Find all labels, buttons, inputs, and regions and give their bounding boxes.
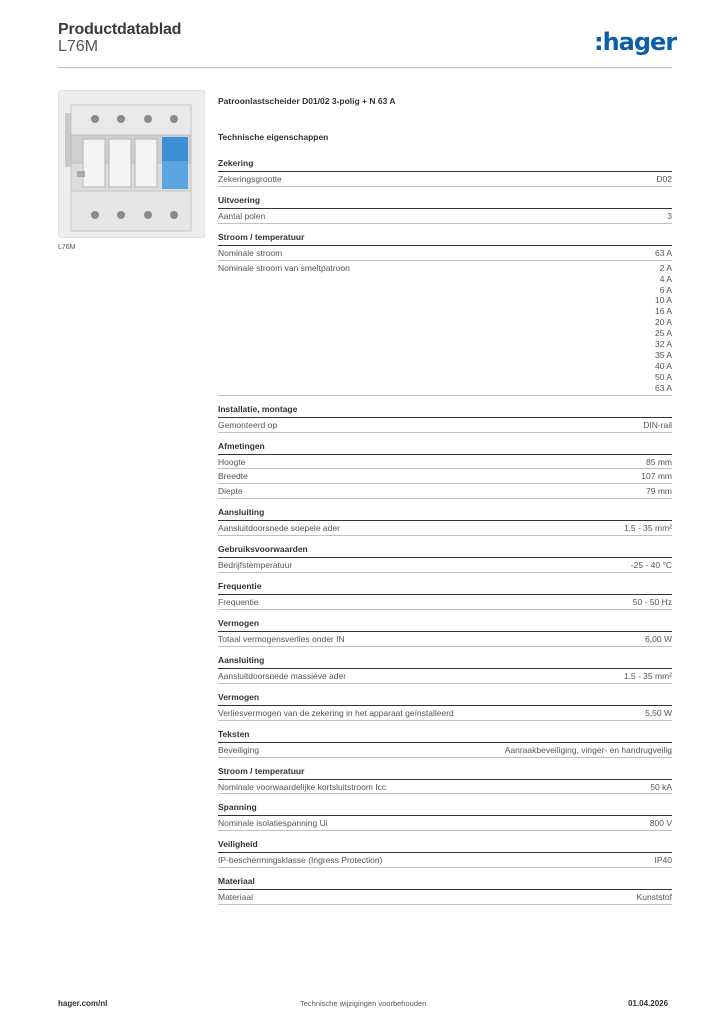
group-title: Vermogen bbox=[218, 618, 672, 632]
property-row bbox=[218, 469, 672, 484]
property-value-line: 4 A bbox=[659, 273, 672, 284]
property-label: Nominale voorwaardelijke kortsluitstroom Icc bbox=[218, 781, 387, 792]
property-row bbox=[218, 484, 672, 499]
property-group bbox=[218, 692, 672, 721]
property-value-line: 6,00 W bbox=[645, 633, 672, 644]
page-title: Productdatablad bbox=[58, 21, 182, 38]
property-value-line: DIN-rail bbox=[643, 419, 672, 430]
property-value-line: Aanraakbeveiliging, vinger- en handrugveilig bbox=[504, 744, 672, 755]
group-title: Gebruiksvoorwaarden bbox=[218, 544, 672, 558]
property-value bbox=[655, 855, 673, 866]
property-label: Aansluitdoorsnede soepele ader bbox=[218, 523, 340, 534]
property-group bbox=[218, 729, 672, 758]
property-value bbox=[643, 420, 672, 431]
product-image-caption: L76M bbox=[58, 244, 76, 251]
property-value bbox=[645, 634, 672, 645]
group-title: Uitvoering bbox=[218, 195, 672, 209]
property-group bbox=[218, 544, 672, 573]
property-group bbox=[218, 581, 672, 610]
group-title: Materiaal bbox=[218, 876, 672, 890]
property-label: Aantal polen bbox=[218, 210, 266, 221]
group-title: Stroom / temperatuur bbox=[218, 232, 672, 246]
property-row bbox=[218, 521, 672, 536]
property-value bbox=[631, 560, 672, 571]
group-title: Stroom / temperatuur bbox=[218, 766, 672, 780]
footer-date: 01.04.2026 bbox=[628, 999, 669, 1008]
group-title: Aansluiting bbox=[218, 655, 672, 669]
property-row bbox=[218, 780, 672, 795]
property-value-line: 25 A bbox=[654, 328, 672, 339]
property-label: Totaal vermogensverlies onder IN bbox=[218, 633, 345, 644]
product-name: Patroonlastscheider D01/02 3-polig + N 63 A bbox=[218, 96, 396, 106]
property-row bbox=[218, 743, 672, 758]
property-value-line: 63 A bbox=[654, 247, 672, 258]
property-row bbox=[218, 853, 672, 868]
property-value-line: 16 A bbox=[654, 306, 672, 317]
property-value bbox=[633, 597, 672, 608]
property-label: Bedrijfstemperatuur bbox=[218, 560, 293, 571]
property-value-line: IP40 bbox=[654, 855, 672, 866]
property-group bbox=[218, 766, 672, 795]
property-value-line: 107 mm bbox=[641, 471, 672, 482]
product-reference: L76M bbox=[58, 38, 99, 55]
header-divider bbox=[58, 67, 672, 68]
property-value bbox=[650, 782, 672, 793]
property-value-line: 50 A bbox=[654, 371, 672, 382]
property-label: Nominale stroom bbox=[218, 247, 283, 258]
property-value-line: 3 bbox=[667, 210, 672, 221]
group-title: Aansluiting bbox=[218, 507, 672, 521]
property-value bbox=[641, 471, 672, 482]
product-image bbox=[58, 90, 205, 238]
group-title: Installatie, montage bbox=[218, 404, 672, 418]
switch-disconnector-illustration bbox=[59, 91, 204, 237]
property-row bbox=[218, 669, 672, 684]
property-label: Zekeringsgrootte bbox=[218, 174, 282, 184]
property-value-line: 79 mm bbox=[646, 486, 672, 497]
property-value bbox=[624, 523, 672, 534]
property-value bbox=[624, 671, 672, 682]
property-value bbox=[637, 892, 672, 903]
group-title: Afmetingen bbox=[218, 441, 672, 455]
section-title: Technische eigenschappen bbox=[218, 132, 329, 142]
property-value-line: 5,50 W bbox=[645, 707, 672, 718]
property-group bbox=[218, 404, 672, 433]
technical-properties-panel bbox=[218, 96, 672, 913]
property-value-line: 35 A bbox=[654, 349, 672, 360]
property-value-line: 6 A bbox=[659, 284, 672, 295]
property-group bbox=[218, 158, 672, 187]
property-group bbox=[218, 232, 672, 396]
property-row bbox=[218, 816, 672, 831]
property-value bbox=[645, 708, 672, 719]
property-row bbox=[218, 558, 672, 573]
property-value bbox=[505, 745, 672, 756]
property-value bbox=[646, 486, 672, 497]
property-group bbox=[218, 876, 672, 905]
property-label: Breedte bbox=[218, 471, 248, 482]
property-value-line: 10 A bbox=[654, 295, 672, 306]
property-value-line: 2 A bbox=[659, 262, 672, 273]
property-row bbox=[218, 632, 672, 647]
property-row bbox=[218, 455, 672, 470]
property-row bbox=[218, 595, 672, 610]
property-value-line: 1.5 - 35 mm² bbox=[623, 523, 672, 534]
property-group bbox=[218, 655, 672, 684]
hager-logo: :hager bbox=[594, 28, 677, 56]
property-value bbox=[656, 174, 672, 185]
property-value-line: 85 mm bbox=[646, 456, 672, 467]
property-value-line: 800 V bbox=[649, 818, 672, 829]
property-value bbox=[646, 457, 672, 468]
property-label: Verliesvermogen van de zekering in het apparaat geïnstalleerd bbox=[218, 707, 454, 718]
property-label: Frequentie bbox=[218, 597, 259, 608]
property-row bbox=[218, 706, 672, 721]
property-value bbox=[655, 248, 672, 259]
property-value bbox=[667, 211, 672, 222]
property-value-line: 63 A bbox=[654, 382, 672, 393]
group-title: Teksten bbox=[218, 729, 672, 743]
property-group bbox=[218, 441, 672, 500]
group-title: Frequentie bbox=[218, 581, 672, 595]
property-value-line: 20 A bbox=[654, 317, 672, 328]
property-row bbox=[218, 261, 672, 396]
property-label: Materiaal bbox=[218, 892, 253, 903]
property-value-line: -25 - 40 °C bbox=[630, 560, 672, 571]
footer-website: hager.com/nl bbox=[58, 999, 108, 1008]
group-title: Zekering bbox=[218, 158, 672, 172]
property-group bbox=[218, 507, 672, 536]
property-value bbox=[650, 818, 672, 829]
property-value-line: 50 - 50 Hz bbox=[632, 597, 672, 608]
property-value-line: 40 A bbox=[654, 360, 672, 371]
property-group bbox=[218, 802, 672, 831]
property-value-line: Kunststof bbox=[636, 892, 672, 903]
group-title: Vermogen bbox=[218, 692, 672, 706]
property-row bbox=[218, 418, 672, 433]
group-title: Veiligheid bbox=[218, 839, 672, 853]
property-value-line: 50 kA bbox=[650, 781, 672, 792]
property-value-line: 32 A bbox=[654, 339, 672, 350]
property-groups bbox=[218, 158, 672, 905]
property-label: Aansluitdoorsnede massieve ader bbox=[218, 670, 347, 681]
property-label: Gemonteerd op bbox=[218, 419, 278, 430]
footer-notice: Technische wijzigingen voorbehouden bbox=[300, 999, 427, 1008]
property-group bbox=[218, 839, 672, 868]
property-label: Hoogte bbox=[218, 456, 246, 467]
property-label: IP-beschermingsklasse (Ingress Protection) bbox=[218, 855, 383, 866]
property-row bbox=[218, 172, 672, 187]
property-row bbox=[218, 209, 672, 224]
property-value bbox=[655, 263, 672, 394]
property-label: Diepte bbox=[218, 486, 243, 497]
property-value-line: 1.5 - 35 mm² bbox=[623, 670, 672, 681]
property-value-line: D02 bbox=[656, 174, 672, 184]
property-label: Beveiliging bbox=[218, 744, 260, 755]
group-title: Spanning bbox=[218, 802, 672, 816]
property-row bbox=[218, 890, 672, 905]
property-group bbox=[218, 618, 672, 647]
property-label: Nominale isolatiespanning Ui bbox=[218, 818, 328, 829]
property-group bbox=[218, 195, 672, 224]
property-label: Nominale stroom van smeltpatroon bbox=[218, 262, 350, 273]
property-row bbox=[218, 246, 672, 261]
